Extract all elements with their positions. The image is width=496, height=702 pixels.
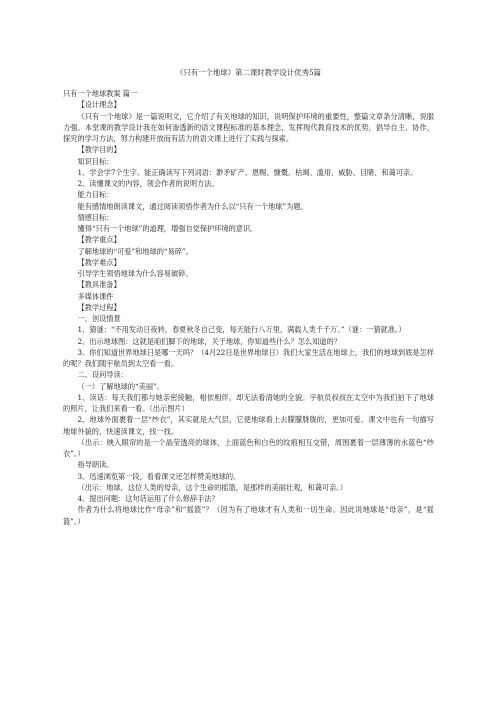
paragraph: （出示：地球，这位人类的母亲，这个生命的摇篮，是那样的美丽壮观，和蔼可亲。）	[77, 482, 348, 492]
document-page	[63, 0, 434, 527]
paragraph: 【教学难点】	[77, 257, 121, 267]
paragraph: 3、你们知道世界地球日是哪一天吗？（4月22日是世界地球日）我们大家生活在地球上，我们的地球到底是怎样的呢？我们随宇航员到太空看一看。	[63, 347, 434, 368]
paragraph: 2、读懂课文的内容，领会作者的说明方法。	[77, 179, 219, 188]
paragraph: 1、读话：每天我们都与她亲密接触，相依相伴，却无法看清她的全貌。宇航员叔叔在太空中为我们拍下了地球的照片，让我们来看一看。（出示图片）	[63, 392, 434, 413]
paragraph: 【设计理念】	[77, 100, 121, 110]
paragraph: （一）了解地球的“美丽”。	[77, 381, 164, 391]
paragraph: 知识目标：	[77, 156, 114, 166]
paragraph: 二、设问导读：	[77, 370, 128, 380]
document-body	[63, 88, 434, 527]
document-title: 《只有一个地球》第二课时教学设计优秀5篇	[175, 68, 322, 77]
paragraph: 2、出示地球图：这就是咱们脚下的地球，关于地球，你知道些什么？怎么知道的？	[77, 336, 341, 346]
paragraph: 懂得“只有一个地球”的道理，增强自觉保护环境的意识。	[77, 224, 258, 233]
paragraph: 【教学过程】	[77, 302, 121, 312]
paragraph: 只有一个地球教案 篇一	[63, 89, 138, 98]
paragraph: 多媒体课件	[77, 291, 114, 301]
title-spacer	[63, 79, 434, 88]
paragraph: 引导学生领悟地球为什么容易破碎。	[77, 269, 193, 278]
paragraph: 1、猜谜：“不用发动日夜转，春夏秋冬自己变，每天能行八万里，满载人类千千万。”（谜：一猜就准。）	[77, 325, 406, 335]
paragraph: 【教学重点】	[77, 235, 121, 245]
paragraph: 能有感情地朗读课文，通过阅读领悟作者为什么以“只有一个地球”为题。	[77, 201, 308, 211]
paragraph: 能力目标：	[77, 190, 114, 200]
paragraph: 作者为什么将地球比作“母亲”和“摇篮”？（因为有了地球才有人类和一切生命。因此说地球是“母亲”，是“摇篮”。）	[63, 505, 434, 526]
paragraph: （出示：映入眼帘的是一个晶莹透亮的球体，上面蓝色和白色的纹痕相互交错，周围裹着一层薄薄的水蓝色“纱衣”。）	[63, 437, 434, 458]
paragraph: 2、地球外面裹着一层“纱衣”，其实就是大气层，它使地球看上去朦朦胧胧的，更加可爱。课文中也有一句描写地球外貌的，快速读课文，找一找。	[63, 415, 434, 436]
paragraph: 《只有一个地球》是一篇说明文，它介绍了有关地球的知识，说明保护环境的重要性，整篇文章条分清晰，说服力强。本堂课的教学设计我在如何渗透新的语文课程标准的基本理念，发挥现代教育技术的优势，倡导自主、协作、探究的学习方法，努力构建开放而有活力的语文课上进行了实践与探索。	[63, 111, 434, 143]
paragraph: 【教学目的】	[77, 145, 121, 155]
paragraph: 【教具准备】	[77, 280, 121, 290]
paragraph: 指导朗读。	[77, 460, 114, 470]
paragraph: 情感目标：	[77, 212, 114, 222]
paragraph: 了解地球的“可爱”和地球的“易碎”。	[77, 246, 193, 256]
paragraph: 1、学会学7个生字。能正确读写下列词语：渺矛矿产、恩赐、慷慨、枯竭、滥用、威胁、目睹、和蔼可亲。	[77, 167, 418, 177]
paragraph: 3、迅速浏览第一段，看看课文还怎样赞美地球的。	[77, 471, 241, 481]
paragraph: 一、创设情景	[77, 314, 121, 323]
paragraph: 4、提出问题：这句话运用了什么修辞手法？	[77, 494, 219, 503]
